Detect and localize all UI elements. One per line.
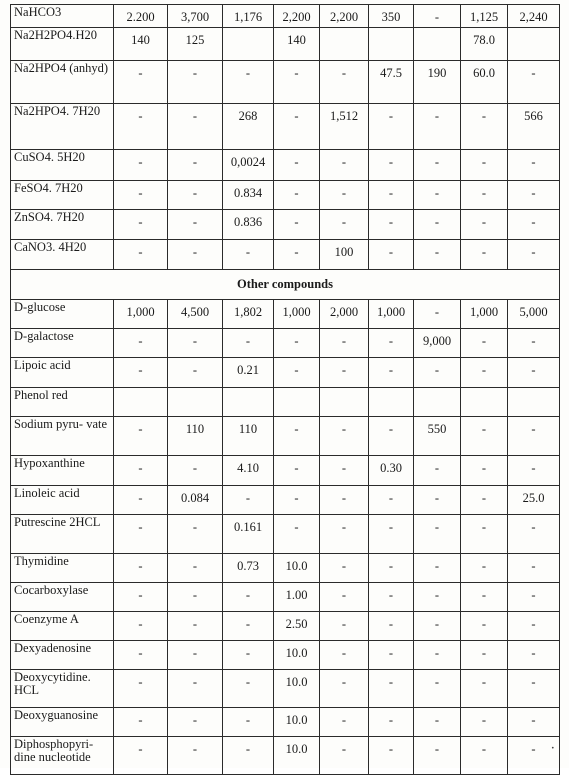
value-cell: - — [461, 150, 508, 181]
inorganic-salts-rows — [11, 5, 560, 270]
value-cell: - — [168, 240, 223, 270]
value-cell: - — [320, 329, 369, 358]
value-cell: - — [461, 181, 508, 210]
value-cell: - — [414, 486, 461, 515]
value-cell — [414, 28, 461, 61]
table-row — [11, 708, 560, 737]
value-cell — [369, 388, 414, 417]
table-row — [11, 456, 560, 486]
value-cell: - — [414, 5, 461, 28]
value-cell: - — [508, 515, 560, 554]
compound-name-cell: NaHCO3 — [11, 5, 114, 28]
value-cell: - — [320, 554, 369, 583]
value-cell: - — [114, 456, 168, 486]
section-header-row — [11, 270, 560, 300]
value-cell: - — [508, 61, 560, 104]
compound-name-cell: Diphosphopyri- dine nucleotide — [11, 737, 114, 775]
compound-name-cell: Phenol red — [11, 388, 114, 417]
value-cell — [320, 388, 369, 417]
table-row — [11, 515, 560, 554]
value-cell: - — [274, 456, 320, 486]
value-cell: 25.0 — [508, 486, 560, 515]
value-cell: 100 — [320, 240, 369, 270]
value-cell: - — [320, 456, 369, 486]
value-cell: - — [508, 181, 560, 210]
value-cell: 4.10 — [223, 456, 274, 486]
compound-name-cell: Dexyadenosine — [11, 641, 114, 670]
value-cell: - — [461, 329, 508, 358]
table-row — [11, 641, 560, 670]
value-cell: - — [223, 737, 274, 775]
value-cell: - — [369, 486, 414, 515]
value-cell: - — [461, 240, 508, 270]
value-cell — [508, 388, 560, 417]
value-cell: - — [414, 670, 461, 708]
value-cell: 3,700 — [168, 5, 223, 28]
value-cell: 78.0 — [461, 28, 508, 61]
value-cell: - — [508, 583, 560, 612]
value-cell: - — [114, 737, 168, 775]
value-cell: - — [320, 181, 369, 210]
value-cell: - — [461, 210, 508, 240]
value-cell: 0.21 — [223, 358, 274, 388]
value-cell: - — [369, 708, 414, 737]
value-cell: - — [168, 708, 223, 737]
value-cell: - — [320, 515, 369, 554]
value-cell: 2,000 — [320, 300, 369, 329]
value-cell: - — [508, 456, 560, 486]
value-cell: - — [320, 583, 369, 612]
value-cell: - — [461, 554, 508, 583]
compound-name-cell: CuSO4. 5H20 — [11, 150, 114, 181]
value-cell: 1,125 — [461, 5, 508, 28]
value-cell: - — [369, 150, 414, 181]
value-cell: - — [461, 515, 508, 554]
value-cell: - — [414, 104, 461, 150]
value-cell: - — [168, 210, 223, 240]
table-row — [11, 300, 560, 329]
other-compounds-rows — [11, 300, 560, 775]
compound-name-cell: Na2HPO4. 7H20 — [11, 104, 114, 150]
value-cell: - — [114, 358, 168, 388]
value-cell: 1,000 — [114, 300, 168, 329]
value-cell: - — [320, 486, 369, 515]
value-cell: - — [114, 329, 168, 358]
value-cell: - — [114, 240, 168, 270]
value-cell: - — [369, 240, 414, 270]
value-cell: - — [168, 358, 223, 388]
value-cell: - — [114, 670, 168, 708]
value-cell: 1.00 — [274, 583, 320, 612]
value-cell: 0.834 — [223, 181, 274, 210]
value-cell: - — [114, 612, 168, 641]
value-cell: 0.161 — [223, 515, 274, 554]
table-row — [11, 104, 560, 150]
value-cell: - — [320, 150, 369, 181]
value-cell: - — [369, 210, 414, 240]
table-row — [11, 28, 560, 61]
table-row — [11, 329, 560, 358]
value-cell: - — [274, 181, 320, 210]
value-cell: 1,000 — [461, 300, 508, 329]
value-cell: - — [369, 670, 414, 708]
value-cell: - — [414, 737, 461, 775]
value-cell: - — [114, 150, 168, 181]
value-cell: - — [223, 240, 274, 270]
table-row — [11, 5, 560, 28]
value-cell: - — [461, 358, 508, 388]
value-cell: 4,500 — [168, 300, 223, 329]
value-cell: - — [369, 329, 414, 358]
value-cell: - — [223, 329, 274, 358]
value-cell: - — [274, 61, 320, 104]
table-row — [11, 388, 560, 417]
value-cell: 10.0 — [274, 708, 320, 737]
value-cell — [414, 388, 461, 417]
value-cell: 268 — [223, 104, 274, 150]
compound-name-cell: CaNO3. 4H20 — [11, 240, 114, 270]
table-row — [11, 670, 560, 708]
value-cell: - — [461, 737, 508, 775]
value-cell: - — [114, 417, 168, 456]
value-cell — [223, 28, 274, 61]
value-cell: - — [114, 104, 168, 150]
value-cell: 10.0 — [274, 641, 320, 670]
value-cell: 110 — [168, 417, 223, 456]
compound-name-cell: Deoxycytidine. HCL — [11, 670, 114, 708]
value-cell: - — [320, 417, 369, 456]
value-cell: 1,000 — [274, 300, 320, 329]
table-row — [11, 240, 560, 270]
value-cell — [168, 388, 223, 417]
value-cell: - — [114, 181, 168, 210]
value-cell: - — [114, 515, 168, 554]
compound-name-cell: Sodium pyru- vate — [11, 417, 114, 456]
table-row — [11, 417, 560, 456]
value-cell: - — [508, 150, 560, 181]
compound-name-cell: Deoxyguanosine — [11, 708, 114, 737]
value-cell: - — [320, 358, 369, 388]
compound-name-cell: D-galactose — [11, 329, 114, 358]
value-cell: 0.73 — [223, 554, 274, 583]
media-composition-table — [10, 4, 560, 775]
compound-name-cell: Linoleic acid — [11, 486, 114, 515]
value-cell: - — [274, 210, 320, 240]
value-cell: - — [414, 181, 461, 210]
value-cell: - — [168, 61, 223, 104]
value-cell: 550 — [414, 417, 461, 456]
value-cell: - — [369, 104, 414, 150]
value-cell: - — [508, 417, 560, 456]
value-cell: - — [168, 515, 223, 554]
compound-name-cell: Lipoic acid — [11, 358, 114, 388]
compound-name-cell: FeSO4. 7H20 — [11, 181, 114, 210]
value-cell: - — [414, 708, 461, 737]
value-cell: - — [369, 417, 414, 456]
value-cell: - — [320, 612, 369, 641]
value-cell: - — [369, 737, 414, 775]
value-cell: 0.30 — [369, 456, 414, 486]
value-cell: - — [508, 210, 560, 240]
value-cell: - — [414, 612, 461, 641]
value-cell: 47.5 — [369, 61, 414, 104]
value-cell: 2.200 — [114, 5, 168, 28]
value-cell: - — [414, 210, 461, 240]
value-cell: - — [320, 737, 369, 775]
value-cell: - — [114, 486, 168, 515]
value-cell: - — [168, 641, 223, 670]
value-cell: 1,176 — [223, 5, 274, 28]
value-cell: 10.0 — [274, 554, 320, 583]
value-cell: - — [168, 670, 223, 708]
value-cell: 566 — [508, 104, 560, 150]
value-cell: - — [369, 554, 414, 583]
value-cell: - — [461, 708, 508, 737]
value-cell: - — [320, 210, 369, 240]
table-row — [11, 61, 560, 104]
value-cell: 0.084 — [168, 486, 223, 515]
value-cell: - — [168, 737, 223, 775]
value-cell: - — [223, 641, 274, 670]
value-cell: - — [320, 61, 369, 104]
value-cell: - — [508, 670, 560, 708]
value-cell: - — [369, 583, 414, 612]
value-cell: 1,802 — [223, 300, 274, 329]
value-cell: 350 — [369, 5, 414, 28]
value-cell: - — [414, 150, 461, 181]
value-cell: - — [274, 104, 320, 150]
value-cell: - — [114, 210, 168, 240]
scan-speck: • — [551, 745, 555, 752]
value-cell: 5,000 — [508, 300, 560, 329]
value-cell: - — [223, 583, 274, 612]
value-cell: 1,000 — [369, 300, 414, 329]
value-cell: 140 — [114, 28, 168, 61]
compound-name-cell: Hypoxanthine — [11, 456, 114, 486]
value-cell: 60.0 — [461, 61, 508, 104]
value-cell: 9,000 — [414, 329, 461, 358]
value-cell: - — [114, 554, 168, 583]
value-cell: 2,200 — [320, 5, 369, 28]
value-cell: 125 — [168, 28, 223, 61]
value-cell: - — [114, 641, 168, 670]
table-row — [11, 181, 560, 210]
value-cell: - — [414, 300, 461, 329]
value-cell: 0,0024 — [223, 150, 274, 181]
value-cell: - — [369, 612, 414, 641]
value-cell: 2.50 — [274, 612, 320, 641]
value-cell: - — [114, 583, 168, 612]
value-cell: 2,240 — [508, 5, 560, 28]
value-cell: - — [508, 641, 560, 670]
value-cell: - — [274, 358, 320, 388]
compound-name-cell: D-glucose — [11, 300, 114, 329]
value-cell: - — [223, 486, 274, 515]
value-cell: - — [461, 641, 508, 670]
value-cell: - — [508, 329, 560, 358]
value-cell: 110 — [223, 417, 274, 456]
value-cell: - — [369, 358, 414, 388]
value-cell: - — [461, 456, 508, 486]
value-cell: - — [114, 61, 168, 104]
value-cell — [274, 388, 320, 417]
table-row — [11, 358, 560, 388]
value-cell: 140 — [274, 28, 320, 61]
table-row — [11, 583, 560, 612]
value-cell: - — [223, 612, 274, 641]
value-cell: - — [369, 181, 414, 210]
table-row — [11, 554, 560, 583]
value-cell: - — [168, 104, 223, 150]
value-cell — [320, 28, 369, 61]
compound-name-cell: Na2H2PO4.H20 — [11, 28, 114, 61]
compound-name-cell: Thymidine — [11, 554, 114, 583]
value-cell: - — [461, 486, 508, 515]
value-cell: - — [508, 240, 560, 270]
compound-name-cell: Cocarboxylase — [11, 583, 114, 612]
value-cell: - — [414, 583, 461, 612]
value-cell — [114, 388, 168, 417]
value-cell — [461, 388, 508, 417]
value-cell: - — [223, 708, 274, 737]
value-cell: - — [414, 515, 461, 554]
value-cell: - — [168, 583, 223, 612]
compound-name-cell: Putrescine 2HCL — [11, 515, 114, 554]
value-cell: - — [508, 358, 560, 388]
value-cell: - — [320, 708, 369, 737]
value-cell: - — [414, 358, 461, 388]
value-cell: 10.0 — [274, 670, 320, 708]
value-cell: 1,512 — [320, 104, 369, 150]
value-cell: - — [223, 670, 274, 708]
table-row — [11, 210, 560, 240]
compound-name-cell: Na2HPO4 (anhyd) — [11, 61, 114, 104]
section-title: Other compounds — [11, 270, 560, 300]
value-cell: - — [461, 417, 508, 456]
table-row — [11, 737, 560, 775]
value-cell: - — [114, 708, 168, 737]
value-cell: 190 — [414, 61, 461, 104]
table-row — [11, 150, 560, 181]
value-cell: 0.836 — [223, 210, 274, 240]
value-cell: - — [320, 670, 369, 708]
value-cell: - — [168, 181, 223, 210]
value-cell: - — [369, 641, 414, 670]
value-cell: - — [168, 150, 223, 181]
value-cell: - — [508, 708, 560, 737]
value-cell — [223, 388, 274, 417]
value-cell: - — [274, 515, 320, 554]
value-cell: - — [461, 670, 508, 708]
value-cell: - — [508, 554, 560, 583]
compound-name-cell: ZnSO4. 7H20 — [11, 210, 114, 240]
value-cell: - — [508, 737, 560, 775]
value-cell: - — [274, 240, 320, 270]
value-cell: - — [320, 641, 369, 670]
value-cell: 10.0 — [274, 737, 320, 775]
value-cell: - — [369, 515, 414, 554]
value-cell: - — [168, 554, 223, 583]
value-cell: - — [414, 240, 461, 270]
value-cell: - — [168, 329, 223, 358]
value-cell: - — [508, 612, 560, 641]
value-cell: - — [168, 612, 223, 641]
value-cell: - — [461, 612, 508, 641]
value-cell: - — [461, 583, 508, 612]
table-row — [11, 486, 560, 515]
value-cell: - — [274, 150, 320, 181]
value-cell: - — [461, 104, 508, 150]
value-cell: - — [414, 554, 461, 583]
value-cell — [369, 28, 414, 61]
value-cell: - — [414, 456, 461, 486]
compound-name-cell: Coenzyme A — [11, 612, 114, 641]
value-cell: - — [274, 329, 320, 358]
table-row — [11, 612, 560, 641]
value-cell: - — [274, 417, 320, 456]
value-cell: - — [223, 61, 274, 104]
value-cell: - — [274, 486, 320, 515]
value-cell: - — [168, 456, 223, 486]
value-cell: - — [414, 641, 461, 670]
value-cell — [508, 28, 560, 61]
value-cell: 2,200 — [274, 5, 320, 28]
